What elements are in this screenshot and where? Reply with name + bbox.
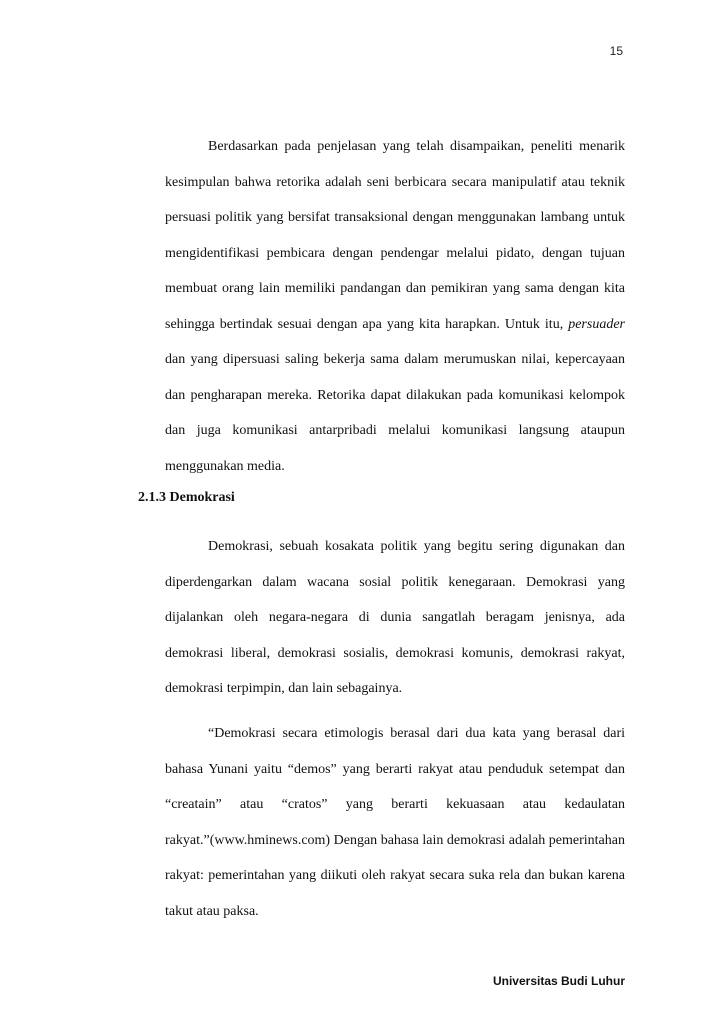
paragraph-retorika-text-end: dan yang dipersuasi saling bekerja sama dalam merumuskan nilai, kepercayaan dan pengharapan mereka. Retorika dapat dilakukan pada komunikasi kelompok dan juga komunikasi antarpribadi melalui komunikasi langsung ataupun menggunakan media. [165,352,625,474]
paragraph-demokrasi-etimologi: “Demokrasi secara etimologis berasal dari dua kata yang berasal dari bahasa Yunani yaitu “demos” yang berarti rakyat atau penduduk setempat dan “creatain” atau “cratos” yang berarti kekuasaan atau kedaulatan rakyat.”(www.hminews.com) Dengan bahasa lain demokrasi adalah pemerintahan rakyat: pemerintahan yang diikuti oleh rakyat secara suka rela dan bukan karena takut atau paksa. [165,726,625,919]
paragraph-retorika [165,129,625,484]
paragraph-retorika-text-start: Berdasarkan pada penjelasan yang telah disampaikan, peneliti menarik kesimpulan bahwa retorika adalah seni berbicara secara manipulatif atau teknik persuasi politik yang bersifat transaksional dengan menggunakan lambang untuk mengidentifikasi pembicara dengan pendengar melalui pidato, dengan tujuan membuat orang lain memiliki pandangan dan pemikiran yang sama dengan kita sehingga bertindak sesuai dengan apa yang kita harapkan. Untuk itu, [165,139,625,332]
page-number: 15 [609,44,623,58]
section-heading-demokrasi: 2.1.3 Demokrasi [138,490,235,505]
italic-term-persuader: persuader [568,316,625,332]
footer-university: Universitas Budi Luhur [492,974,625,988]
paragraph-demokrasi-intro: Demokrasi, sebuah kosakata politik yang begitu sering digunakan dan diperdengarkan dalam wacana sosial politik kenegaraan. Demokrasi yang dijalankan oleh negara-negara di dunia sangatlah beragam jenisnya, ada demokrasi liberal, demokrasi sosialis, demokrasi komunis, demokrasi rakyat, demokrasi terpimpin, dan lain sebagainya. [165,539,625,696]
